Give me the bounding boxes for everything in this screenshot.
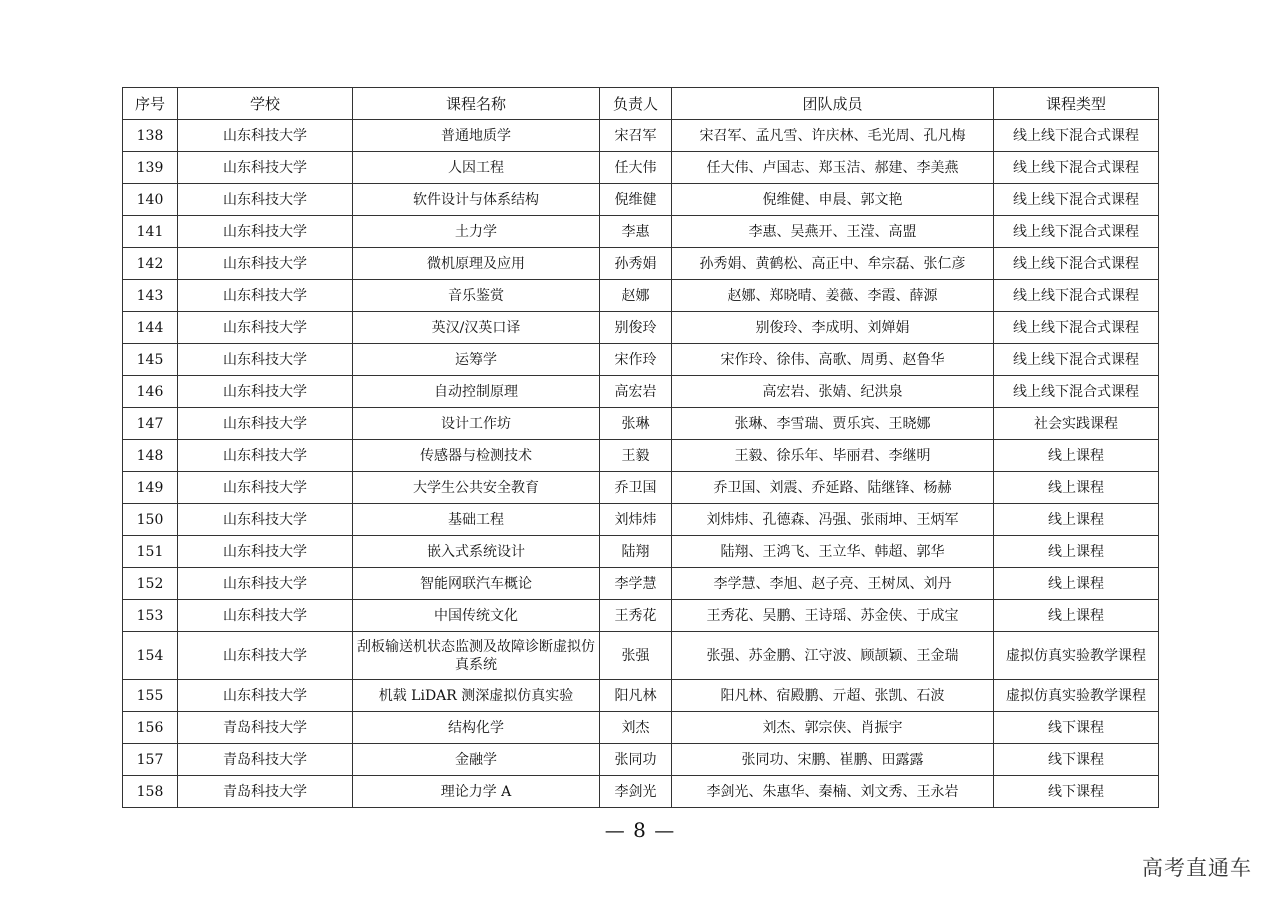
table-row <box>123 568 1159 600</box>
cell-leader: 乔卫国 <box>600 472 672 504</box>
cell-type: 线上课程 <box>994 536 1159 568</box>
cell-members: 赵娜、郑晓晴、姜薇、李霞、薛源 <box>672 280 994 312</box>
cell-no: 148 <box>123 440 178 472</box>
table-row <box>123 744 1159 776</box>
cell-leader: 李剑光 <box>600 776 672 808</box>
cell-school: 山东科技大学 <box>178 216 353 248</box>
table-row <box>123 248 1159 280</box>
table-row <box>123 344 1159 376</box>
cell-no: 143 <box>123 280 178 312</box>
cell-leader: 宋召军 <box>600 120 672 152</box>
table-row <box>123 680 1159 712</box>
cell-leader: 任大伟 <box>600 152 672 184</box>
cell-members: 王秀花、吴鹏、王诗瑶、苏金侠、于成宝 <box>672 600 994 632</box>
cell-no: 144 <box>123 312 178 344</box>
cell-course: 机载 LiDAR 测深虚拟仿真实验 <box>353 680 600 712</box>
cell-no: 140 <box>123 184 178 216</box>
cell-course: 音乐鉴赏 <box>353 280 600 312</box>
cell-members: 高宏岩、张婧、纪洪泉 <box>672 376 994 408</box>
cell-members: 李学慧、李旭、赵子亮、王树凤、刘丹 <box>672 568 994 600</box>
cell-no: 155 <box>123 680 178 712</box>
table-row <box>123 632 1159 680</box>
cell-type: 线上课程 <box>994 440 1159 472</box>
header-members: 团队成员 <box>672 88 994 120</box>
cell-members: 乔卫国、刘震、乔延路、陆继锋、杨赫 <box>672 472 994 504</box>
cell-school: 山东科技大学 <box>178 280 353 312</box>
cell-members: 刘炜炜、孔德森、冯强、张雨坤、王炳军 <box>672 504 994 536</box>
watermark-text: 高考直通车 <box>1142 856 1252 880</box>
cell-course: 智能网联汽车概论 <box>353 568 600 600</box>
table-header-row <box>123 88 1159 120</box>
table-row <box>123 600 1159 632</box>
table-row <box>123 280 1159 312</box>
cell-type: 线下课程 <box>994 776 1159 808</box>
page-number: — 8 — <box>604 818 676 842</box>
cell-no: 149 <box>123 472 178 504</box>
cell-no: 152 <box>123 568 178 600</box>
cell-no: 150 <box>123 504 178 536</box>
cell-no: 151 <box>123 536 178 568</box>
cell-leader: 张强 <box>600 632 672 680</box>
cell-school: 山东科技大学 <box>178 408 353 440</box>
cell-no: 146 <box>123 376 178 408</box>
cell-members: 张强、苏金鹏、江守波、顾颉颖、王金瑞 <box>672 632 994 680</box>
cell-no: 157 <box>123 744 178 776</box>
cell-school: 山东科技大学 <box>178 568 353 600</box>
cell-course: 微机原理及应用 <box>353 248 600 280</box>
table-row <box>123 120 1159 152</box>
table-row <box>123 536 1159 568</box>
cell-type: 线上线下混合式课程 <box>994 344 1159 376</box>
cell-course: 刮板输送机状态监测及故障诊断虚拟仿真系统 <box>353 632 600 680</box>
cell-type: 线上线下混合式课程 <box>994 120 1159 152</box>
cell-course: 嵌入式系统设计 <box>353 536 600 568</box>
cell-leader: 王毅 <box>600 440 672 472</box>
cell-no: 158 <box>123 776 178 808</box>
cell-course: 大学生公共安全教育 <box>353 472 600 504</box>
cell-school: 山东科技大学 <box>178 632 353 680</box>
cell-leader: 刘炜炜 <box>600 504 672 536</box>
header-school: 学校 <box>178 88 353 120</box>
cell-course: 设计工作坊 <box>353 408 600 440</box>
cell-members: 别俊玲、李成明、刘婵娟 <box>672 312 994 344</box>
table-row <box>123 408 1159 440</box>
cell-no: 138 <box>123 120 178 152</box>
cell-type: 虚拟仿真实验教学课程 <box>994 632 1159 680</box>
cell-members: 张琳、李雪瑞、贾乐宾、王晓娜 <box>672 408 994 440</box>
course-table <box>122 87 1159 808</box>
cell-type: 线上线下混合式课程 <box>994 376 1159 408</box>
cell-school: 山东科技大学 <box>178 120 353 152</box>
cell-type: 线上线下混合式课程 <box>994 280 1159 312</box>
table-row <box>123 776 1159 808</box>
cell-course: 理论力学 A <box>353 776 600 808</box>
header-leader: 负责人 <box>600 88 672 120</box>
cell-type: 社会实践课程 <box>994 408 1159 440</box>
cell-leader: 李学慧 <box>600 568 672 600</box>
cell-type: 线下课程 <box>994 712 1159 744</box>
cell-school: 山东科技大学 <box>178 344 353 376</box>
cell-no: 156 <box>123 712 178 744</box>
cell-type: 虚拟仿真实验教学课程 <box>994 680 1159 712</box>
cell-members: 李剑光、朱惠华、秦楠、刘文秀、王永岩 <box>672 776 994 808</box>
table-row <box>123 216 1159 248</box>
cell-school: 山东科技大学 <box>178 504 353 536</box>
cell-school: 山东科技大学 <box>178 248 353 280</box>
cell-no: 153 <box>123 600 178 632</box>
cell-course: 软件设计与体系结构 <box>353 184 600 216</box>
cell-type: 线上线下混合式课程 <box>994 152 1159 184</box>
cell-course: 自动控制原理 <box>353 376 600 408</box>
cell-leader: 别俊玲 <box>600 312 672 344</box>
cell-leader: 宋作玲 <box>600 344 672 376</box>
cell-type: 线上课程 <box>994 472 1159 504</box>
cell-no: 154 <box>123 632 178 680</box>
cell-school: 山东科技大学 <box>178 440 353 472</box>
cell-school: 青岛科技大学 <box>178 744 353 776</box>
cell-school: 青岛科技大学 <box>178 776 353 808</box>
cell-members: 孙秀娟、黄鹤松、高正中、牟宗磊、张仁彦 <box>672 248 994 280</box>
table-row <box>123 504 1159 536</box>
cell-leader: 王秀花 <box>600 600 672 632</box>
cell-course: 英汉/汉英口译 <box>353 312 600 344</box>
cell-school: 青岛科技大学 <box>178 712 353 744</box>
cell-type: 线上线下混合式课程 <box>994 248 1159 280</box>
cell-type: 线上课程 <box>994 504 1159 536</box>
cell-leader: 阳凡林 <box>600 680 672 712</box>
header-type: 课程类型 <box>994 88 1159 120</box>
table-body <box>123 120 1159 808</box>
cell-school: 山东科技大学 <box>178 184 353 216</box>
cell-no: 141 <box>123 216 178 248</box>
cell-leader: 孙秀娟 <box>600 248 672 280</box>
cell-course: 土力学 <box>353 216 600 248</box>
cell-course: 金融学 <box>353 744 600 776</box>
cell-school: 山东科技大学 <box>178 536 353 568</box>
cell-leader: 张同功 <box>600 744 672 776</box>
cell-type: 线上课程 <box>994 600 1159 632</box>
cell-members: 刘杰、郭宗侠、肖振宇 <box>672 712 994 744</box>
cell-type: 线上线下混合式课程 <box>994 312 1159 344</box>
table-row <box>123 152 1159 184</box>
cell-members: 张同功、宋鹏、崔鹏、田露露 <box>672 744 994 776</box>
header-course: 课程名称 <box>353 88 600 120</box>
cell-members: 李惠、吴燕开、王滢、高盟 <box>672 216 994 248</box>
table-row <box>123 440 1159 472</box>
cell-members: 陆翔、王鸿飞、王立华、韩超、郭华 <box>672 536 994 568</box>
cell-leader: 赵娜 <box>600 280 672 312</box>
cell-members: 宋作玲、徐伟、高歌、周勇、赵鲁华 <box>672 344 994 376</box>
table-row <box>123 312 1159 344</box>
cell-no: 147 <box>123 408 178 440</box>
cell-course: 运筹学 <box>353 344 600 376</box>
cell-type: 线上课程 <box>994 568 1159 600</box>
cell-members: 倪维健、申晨、郭文艳 <box>672 184 994 216</box>
cell-school: 山东科技大学 <box>178 312 353 344</box>
table-row <box>123 376 1159 408</box>
cell-leader: 陆翔 <box>600 536 672 568</box>
cell-type: 线上线下混合式课程 <box>994 216 1159 248</box>
cell-type: 线下课程 <box>994 744 1159 776</box>
cell-course: 传感器与检测技术 <box>353 440 600 472</box>
header-no: 序号 <box>123 88 178 120</box>
cell-course: 人因工程 <box>353 152 600 184</box>
cell-school: 山东科技大学 <box>178 152 353 184</box>
cell-members: 任大伟、卢国志、郑玉洁、郝建、李美燕 <box>672 152 994 184</box>
cell-school: 山东科技大学 <box>178 472 353 504</box>
cell-type: 线上线下混合式课程 <box>994 184 1159 216</box>
cell-no: 142 <box>123 248 178 280</box>
cell-course: 普通地质学 <box>353 120 600 152</box>
cell-members: 王毅、徐乐年、毕丽君、李继明 <box>672 440 994 472</box>
cell-school: 山东科技大学 <box>178 680 353 712</box>
cell-members: 阳凡林、宿殿鹏、亓超、张凯、石波 <box>672 680 994 712</box>
table-row <box>123 472 1159 504</box>
cell-school: 山东科技大学 <box>178 376 353 408</box>
cell-no: 145 <box>123 344 178 376</box>
table-row <box>123 712 1159 744</box>
cell-course: 基础工程 <box>353 504 600 536</box>
cell-leader: 刘杰 <box>600 712 672 744</box>
cell-leader: 李惠 <box>600 216 672 248</box>
cell-no: 139 <box>123 152 178 184</box>
cell-leader: 倪维健 <box>600 184 672 216</box>
cell-course: 中国传统文化 <box>353 600 600 632</box>
cell-school: 山东科技大学 <box>178 600 353 632</box>
cell-leader: 张琳 <box>600 408 672 440</box>
cell-leader: 高宏岩 <box>600 376 672 408</box>
table-row <box>123 184 1159 216</box>
cell-members: 宋召军、孟凡雪、许庆林、毛光周、孔凡梅 <box>672 120 994 152</box>
cell-course: 结构化学 <box>353 712 600 744</box>
